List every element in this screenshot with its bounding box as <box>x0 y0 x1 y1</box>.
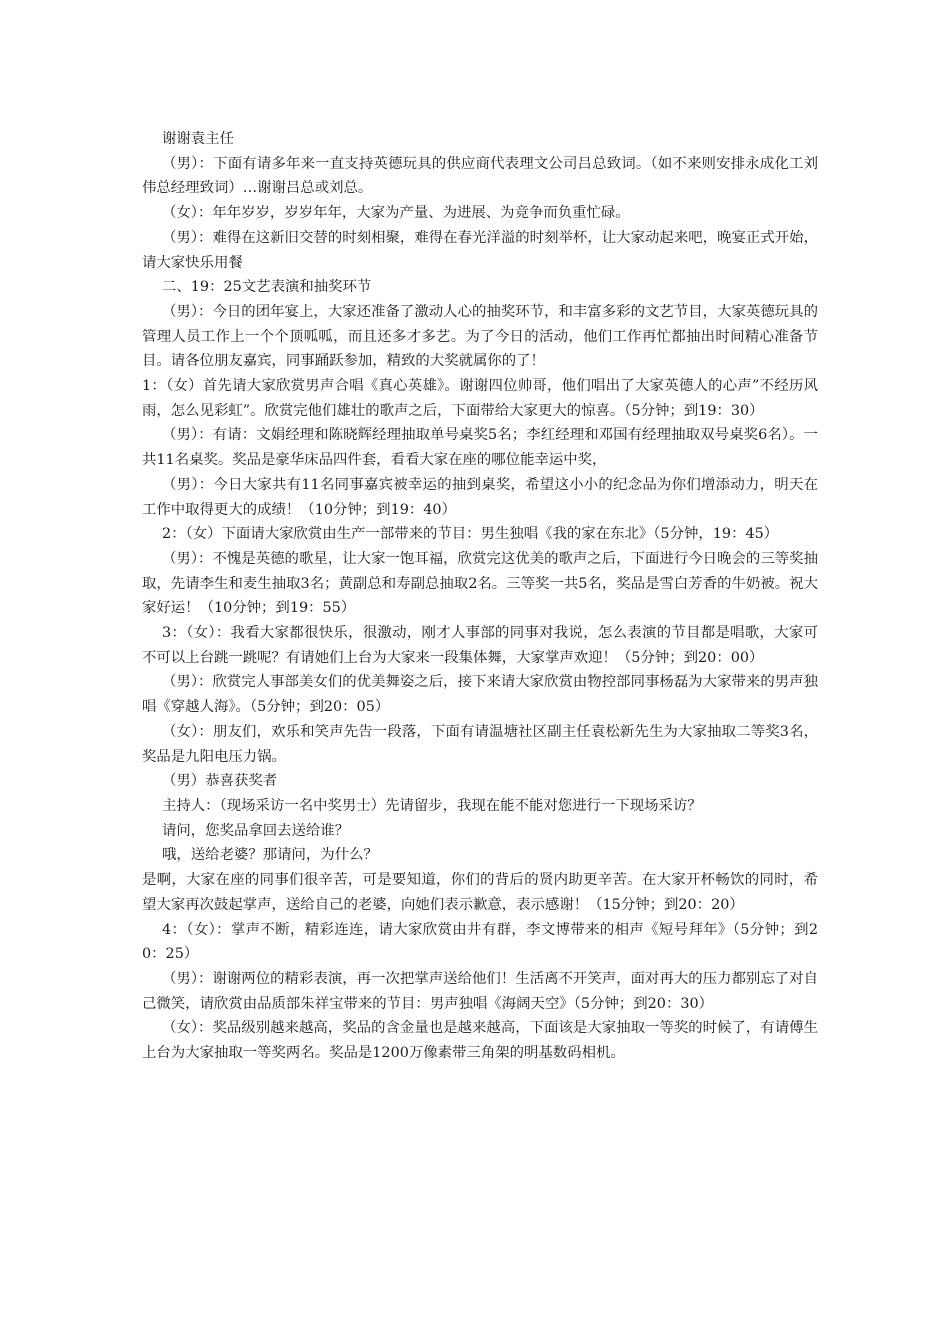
paragraph-female-years: （女）：年年岁岁，岁岁年年，大家为产量、为进展、为竞争而负重忙碌。 <box>162 205 630 222</box>
paragraph-interview-question-1: 请问，您奖品拿回去送给谁？ <box>162 822 350 839</box>
paragraph-program-4: 4：（女）：掌声不断，精彩连连，请大家欣赏由井有群，李文博带来的相声《短号拜年》（5分钟；到20：25） <box>142 921 818 963</box>
document-body <box>142 127 818 1066</box>
paragraph-thanks-yuan: 谢谢袁主任 <box>162 131 234 147</box>
paragraph-supplier-speech: （男）：下面有请多年来一直支持英德玩具的供应商代表理文公司吕总致词。（如不来则安排永成化工刘伟总经理致词）…谢谢吕总或刘总。 <box>142 155 818 197</box>
paragraph-lottery-intro: （男）：今日的团年宴上，大家还准备了激动人心的抽奖环节，和丰富多彩的文艺节目，大家英德玩具的管理人员工作上一个个顶呱呱，而且还多才多艺。为了今日的活动，他们工作再忙都抽出时间精心准备节目。请各位朋友嘉宾，同事踊跃参加，精致的大奖就属你的了！ <box>142 303 818 370</box>
paragraph-song-zhu-xiangbao: （男）：谢谢两位的精彩表演，再一次把掌声送给他们！生活离不开笑声，面对再大的压力都别忘了对自己微笑，请欣赏由品质部朱祥宝带来的节目：男声独唱《海阔天空》（5分钟；到20：30） <box>142 970 818 1012</box>
paragraph-program-1: 1：（女）首先请大家欣赏男声合唱《真心英雄》。谢谢四位帅哥，他们唱出了大家英德人的心声”不经历风雨，怎么见彩虹”。欣赏完他们雄壮的歌声之后，下面带给大家更大的惊喜。（5分钟；到19：30） <box>142 378 818 419</box>
paragraph-second-prize: （女）：朋友们，欢乐和笑声先告一段落，下面有请温塘社区副主任袁松新先生为大家抽取二等奖3名，奖品是九阳电压力锅。 <box>142 723 818 765</box>
paragraph-program-2: 2：（女）下面请大家欣赏由生产一部带来的节目：男生独唱《我的家在东北》（5分钟，19：45） <box>162 526 779 543</box>
paragraph-song-yang-lei: （男）：欣赏完人事部美女们的优美舞姿之后，接下来请大家欣赏由物控部同事杨磊为大家带来的男声独唱《穿越人海》。（5分钟；到20：05） <box>142 674 818 716</box>
paragraph-table-prize-winners: （男）：今日大家共有11名同事嘉宾被幸运的抽到桌奖，希望这小小的纪念品为你们增添动力，明天在工作中取得更大的成绩！（10分钟；到19：40） <box>142 476 818 518</box>
paragraph-interview-question-2: 哦，送给老婆？那请问，为什么？ <box>162 847 378 864</box>
paragraph-third-prize: （男）：不愧是英德的歌星，让大家一饱耳福，欣赏完这优美的歌声之后，下面进行今日晚会的三等奖抽取，先请李生和麦生抽取3名；黄副总和寿副总抽取2名。三等奖一共5名，奖品是雪白芳香的牛奶被。祝大家好运！（10分钟；到19：55） <box>142 550 818 617</box>
paragraph-banquet-start: （男）：难得在这新旧交替的时刻相聚，难得在春光洋溢的时刻举杯，让大家动起来吧，晚宴正式开始，请大家快乐用餐 <box>142 229 818 271</box>
section-heading-performance: 二、19：25文艺表演和抽奖环节 <box>162 279 372 296</box>
paragraph-interview: 主持人：（现场采访一名中奖男士）先请留步，我现在能不能对您进行一下现场采访？ <box>162 797 702 814</box>
paragraph-congrats: （男）恭喜获奖者 <box>162 773 278 790</box>
paragraph-thanks-wives: 是啊，大家在座的同事们很辛苦，可是要知道，你们的背后的贤内助更辛苦。在大家开杯畅饮的同时，希望大家再次鼓起掌声，送给自己的老婆，向她们表示歉意，表示感谢！（15分钟；到20：20） <box>142 872 818 913</box>
paragraph-program-3: 3：（女）：我看大家都很快乐，很激动，刚才人事部的同事对我说，怎么表演的节目都是唱歌，大家可不可以上台跳一跳呢？有请她们上台为大家来一段集体舞，大家掌声欢迎！（5分钟；到20：00） <box>142 625 818 666</box>
paragraph-table-prize: （男）：有请：文娟经理和陈晓辉经理抽取单号桌奖5名；李红经理和邓国有经理抽取双号桌奖6名）。一共11名桌奖。奖品是豪华床品四件套，看看大家在座的哪位能幸运中奖， <box>142 427 818 469</box>
paragraph-first-prize: （女）：奖品级别越来越高，奖品的含金量也是越来越高，下面该是大家抽取一等奖的时候了，有请傅生上台为大家抽取一等奖两名。奖品是1200万像素带三角架的明基数码相机。 <box>142 1020 818 1062</box>
